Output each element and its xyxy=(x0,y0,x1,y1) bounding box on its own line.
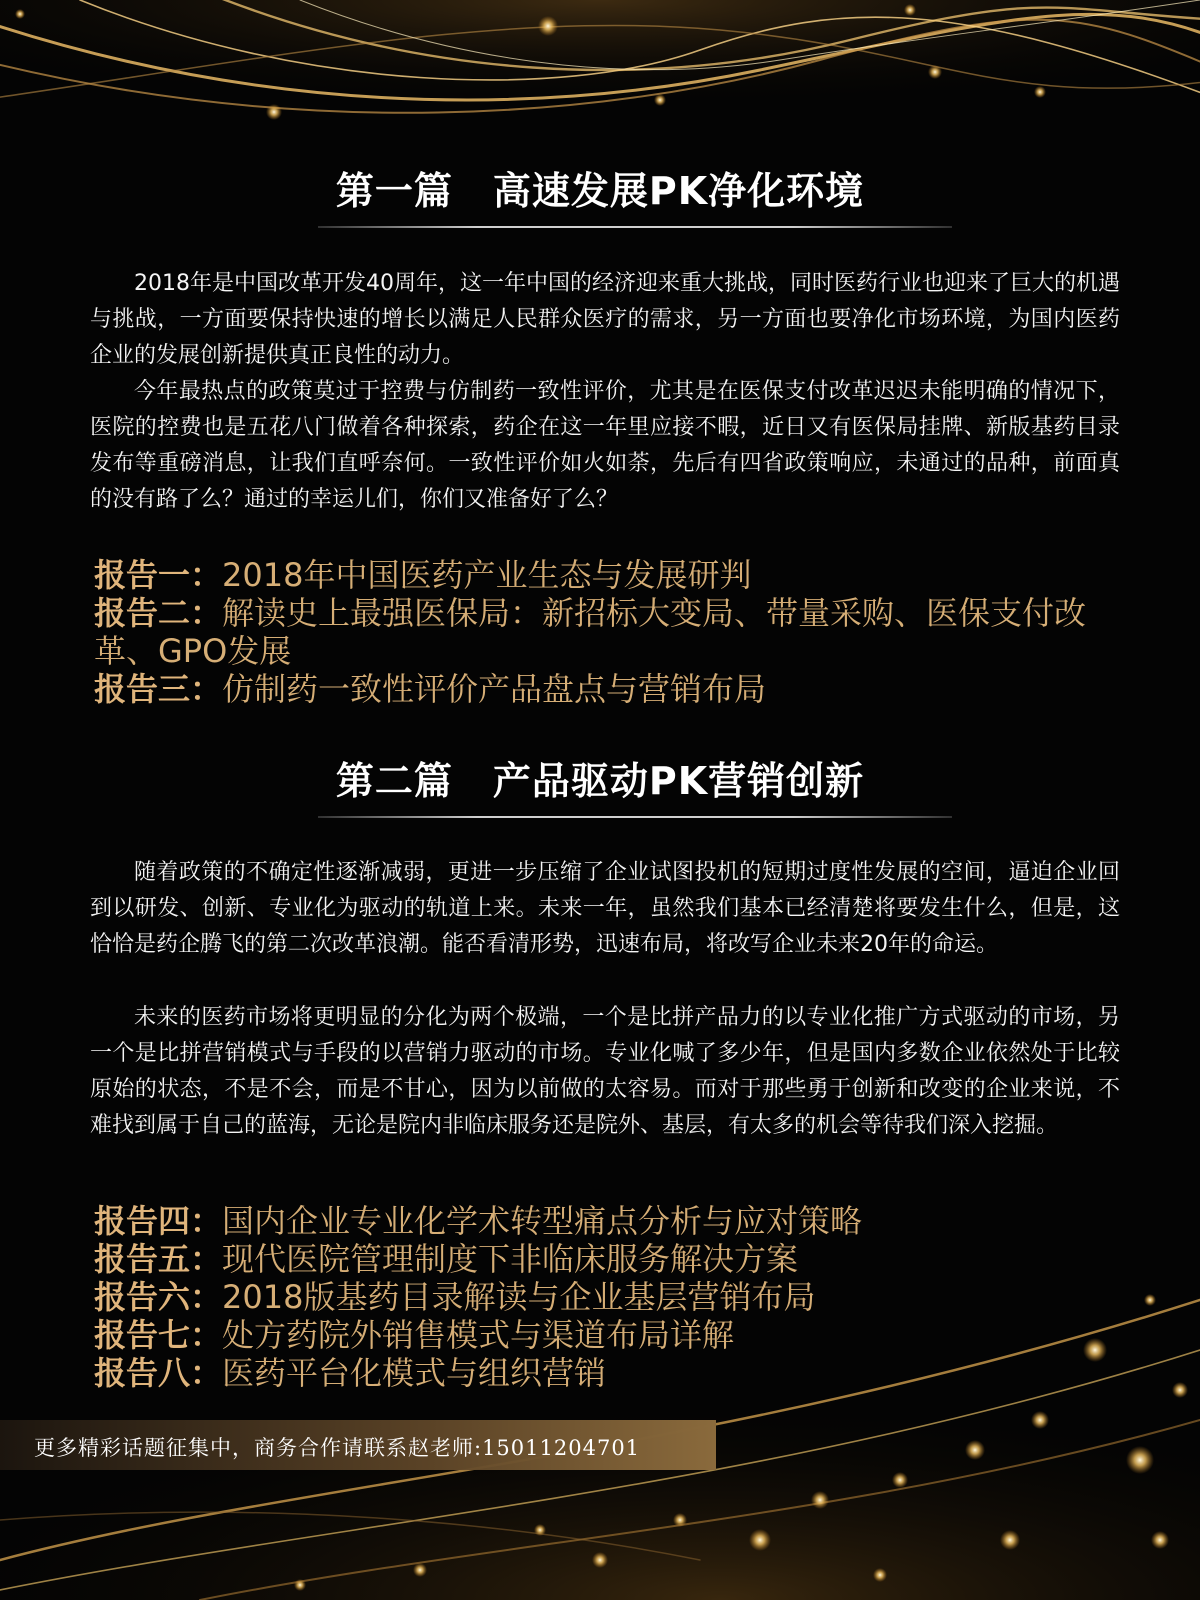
section2-title-number: 第二篇 xyxy=(335,759,453,803)
section1-report-list xyxy=(94,556,1134,708)
report-item xyxy=(94,670,1134,708)
report-title: 国内企业专业化学术转型痛点分析与应对策略 xyxy=(222,1202,863,1240)
section1-title-divider xyxy=(318,226,952,228)
report-title: 医药平台化模式与组织营销 xyxy=(222,1354,607,1392)
section1-title-text: 高速发展PK净化环境 xyxy=(492,169,865,213)
section2-paragraph-1: 随着政策的不确定性逐渐减弱，更进一步压缩了企业试图投机的短期过度性发展的空间，逼迫企业回到以研发、创新、专业化为驱动的轨道上来。未来一年，虽然我们基本已经清楚将要发生什么，但是，这恰恰是药企腾飞的第二次改革浪潮。能否看清形势，迅速布局，将改写企业未来20年的命运。 xyxy=(90,860,1120,957)
section1-title-number: 第一篇 xyxy=(335,169,453,213)
report-item xyxy=(94,594,1134,670)
report-label: 报告八： xyxy=(94,1354,223,1392)
report-label: 报告三： xyxy=(94,670,223,708)
report-item xyxy=(94,1202,1134,1240)
report-label: 报告二： xyxy=(94,594,223,632)
report-title: 2018版基药目录解读与企业基层营销布局 xyxy=(222,1278,816,1316)
report-item xyxy=(94,1316,1134,1354)
report-item xyxy=(94,1278,1134,1316)
section1-paragraph-1: 2018年是中国改革开发40周年，这一年中国的经济迎来重大挑战，同时医药行业也迎来了巨大的机遇与挑战，一方面要保持快速的增长以满足人民群众医疗的需求，另一方面也要净化市场环境，为国内医药企业的发展创新提供真正良性的动力。 xyxy=(90,271,1120,368)
report-label: 报告七： xyxy=(94,1316,223,1354)
report-title: 处方药院外销售模式与渠道布局详解 xyxy=(222,1316,735,1354)
section2-title-text: 产品驱动PK营销创新 xyxy=(492,759,865,803)
report-item xyxy=(94,556,1134,594)
section2-report-list xyxy=(94,1202,1134,1392)
report-label: 报告六： xyxy=(94,1278,223,1316)
report-item xyxy=(94,1354,1134,1392)
section2-paragraph-2: 未来的医药市场将更明显的分化为两个极端，一个是比拼产品力的以专业化推广方式驱动的市场，另一个是比拼营销模式与手段的以营销力驱动的市场。专业化喊了多少年，但是国内多数企业依然处于比较原始的状态，不是不会，而是不甘心，因为以前做的太容易。而对于那些勇于创新和改变的企业来说，不难找到属于自己的蓝海，无论是院内非临床服务还是院外、基层，有太多的机会等待我们深入挖掘。 xyxy=(90,1005,1120,1138)
footer-contact-text: 更多精彩话题征集中，商务合作请联系赵老师:15011204701 xyxy=(34,1436,641,1460)
section1-title xyxy=(0,169,1200,213)
section2-title xyxy=(0,759,1200,803)
report-item xyxy=(94,1240,1134,1278)
report-title: 现代医院管理制度下非临床服务解决方案 xyxy=(222,1240,799,1278)
section1-paragraph-2: 今年最热点的政策莫过于控费与仿制药一致性评价，尤其是在医保支付改革迟迟未能明确的情况下，医院的控费也是五花八门做着各种探索，药企在这一年里应接不暇，近日又有医保局挂牌、新版基药目录发布等重磅消息，让我们直呼奈何。一致性评价如火如荼，先后有四省政策响应，未通过的品种，前面真的没有路了么？通过的幸运儿们，你们又准备好了么？ xyxy=(90,379,1120,512)
section2-title-divider xyxy=(318,816,952,818)
report-label: 报告五： xyxy=(94,1240,223,1278)
report-title: 解读史上最强医保局：新招标大变局、带量采购、医保支付改革、GPO发展 xyxy=(94,594,1087,670)
report-title: 仿制药一致性评价产品盘点与营销布局 xyxy=(222,670,767,708)
report-label: 报告四： xyxy=(94,1202,223,1240)
report-title: 2018年中国医药产业生态与发展研判 xyxy=(222,556,752,594)
report-label: 报告一： xyxy=(94,556,223,594)
